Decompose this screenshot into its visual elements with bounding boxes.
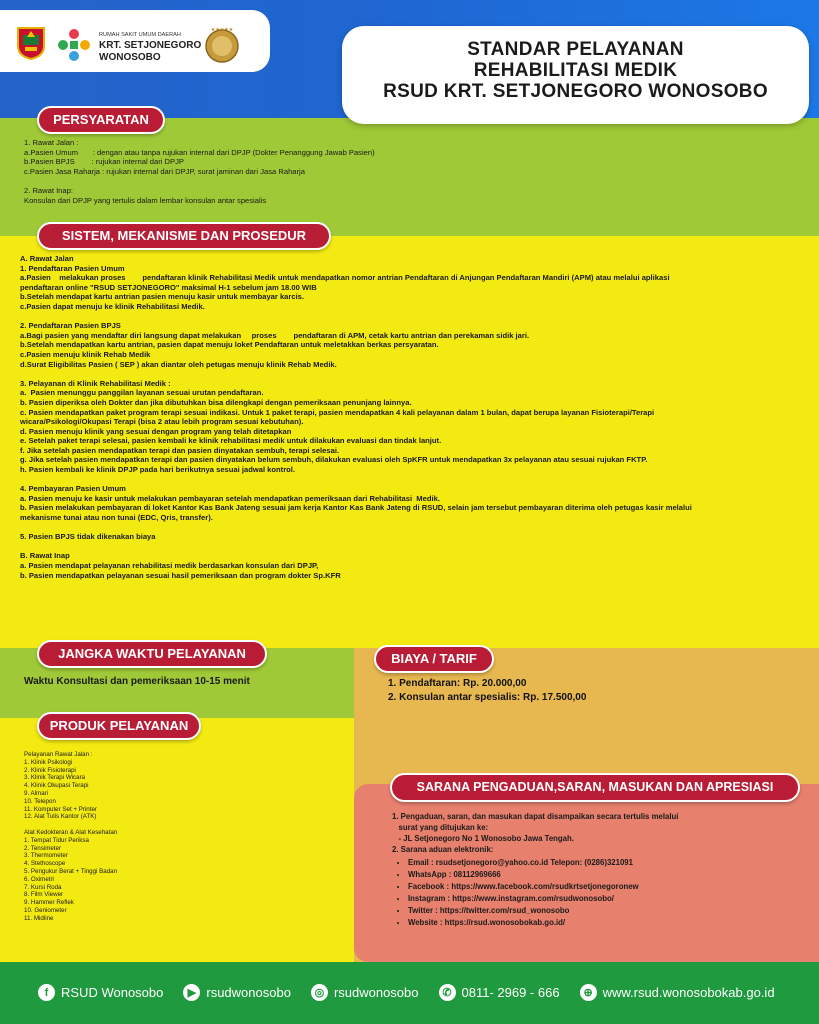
- sistem-line: 2. Pendaftaran Pasien BPJS: [20, 321, 121, 331]
- produk-body: [24, 751, 117, 923]
- sistem-line: 3. Pelayanan di Klinik Rehabilitasi Medik :: [20, 378, 171, 388]
- sistem-line: h. Pasien kembali ke klinik DPJP pada hari berikutnya sesuai jadwal kontrol.: [20, 465, 296, 475]
- sistem-line: a.Pasien melakukan proses pendaftaran klinik Rehabilitasi Medik untuk mendapatkan nomor antrian Pendaftaran di Anjungan Pendaftaran Mandiri (APM) atau melalui aplikasi: [20, 273, 670, 283]
- sarana-line: surat yang ditujukan ke:: [392, 823, 489, 832]
- sarana-bullet-item: • Website : https://rsud.wonosobokab.go.id/: [408, 917, 678, 929]
- sistem-line: b. Pasien mendapatkan pelayanan sesuai hasil pemeriksaan dan program dokter Sp.KFR: [20, 570, 341, 580]
- produk-line: 10. Telepon: [24, 797, 56, 805]
- sarana-bullet-list: [392, 857, 678, 929]
- sarana-body: [392, 811, 678, 929]
- persyaratan-line: 1. Rawat Jalan :: [24, 138, 79, 147]
- biaya-line-1: 1. Pendaftaran: Rp. 20.000,00: [388, 678, 527, 689]
- produk-line: 11. Komputer Set + Printer: [24, 805, 97, 813]
- sistem-line: c. Pasien mendapatkan paket program terapi sesuai indikasi. Untuk 1 paket terapi, pasien mendapatkan 4 kali pelayanan dalam 1 bulan, dapat berupa layanan Fisioterapi/Terapi: [20, 407, 655, 417]
- produk-heading: PRODUK PELAYANAN: [37, 712, 201, 740]
- persyaratan-line: b.Pasien BPJS : rujukan internal dari DPJP: [24, 157, 184, 167]
- produk-line: 4. Stethoscope: [24, 860, 66, 868]
- footer-item[interactable]: [183, 984, 291, 1001]
- persyaratan-line: [24, 176, 375, 186]
- sistem-line: [20, 312, 692, 322]
- produk-line: 11. Midline: [24, 914, 54, 922]
- sistem-line: 5. Pasien BPJS tidak dikenakan biaya: [20, 532, 156, 542]
- produk-line: 2. Tensimeter: [24, 844, 62, 852]
- regency-emblem-icon: [16, 26, 46, 60]
- footer-item[interactable]: [580, 984, 775, 1001]
- sistem-line: b. Pasien diperiksa oleh Dokter dan jika dibutuhkan bisa dilengkapi dengan pemeriksaan penunjang lainnya.: [20, 397, 412, 407]
- persyaratan-line: a.Pasien Umum : dengan atau tanpa rujukan internal dari DPJP (Dokter Penanggung Jawab Pasien): [24, 147, 375, 157]
- produk-line: 1. Tempat Tidur Periksa: [24, 836, 89, 844]
- sistem-heading: SISTEM, MEKANISME DAN PROSEDUR: [37, 222, 331, 250]
- logo-card: [0, 10, 270, 72]
- biaya-heading: BIAYA / TARIF: [374, 645, 494, 673]
- sistem-body: [20, 254, 692, 580]
- persyaratan-line: 2. Rawat Inap:: [24, 185, 73, 195]
- sistem-line: e. Setelah paket terapi selesai, pasien kembali ke klinik rehabilitasi medik untuk dilakukan evaluasi dan tindak lanjut.: [20, 436, 442, 446]
- sistem-line: pendaftaran online "RSUD SETJONEGORO" maksimal H-1 sebelum jam 18.00 WIB: [20, 282, 317, 292]
- accreditation-badge-icon: [203, 25, 241, 65]
- persyaratan-line: c.Pasien Jasa Raharja : rujukan internal dari DPJP, surat jaminan dari Jasa Raharja: [24, 166, 305, 176]
- sistem-line: A. Rawat Jalan: [20, 254, 74, 263]
- sistem-line: mekanisme tunai atau non tunai (EDC, Qris, transfer).: [20, 513, 213, 523]
- facebook-icon: f: [38, 984, 55, 1001]
- sistem-line: a. Pasien menuju ke kasir untuk melakukan pembayaran setelah mendapatkan pemeriksaan dari Rehabilitasi Medik.: [20, 493, 440, 503]
- footer-label: RSUD Wonosobo: [61, 985, 164, 1000]
- persyaratan-line: Konsulan dari DPJP yang tertulis dalam lembar konsulan antar spesialis: [24, 195, 267, 205]
- produk-line: 4. Klinik Okupasi Terapi: [24, 782, 89, 790]
- title-line-1: STANDAR PELAYANAN: [467, 39, 684, 60]
- sistem-line: 4. Pembayaran Pasien Umum: [20, 484, 126, 494]
- sistem-line: 1. Pendaftaran Pasien Umum: [20, 263, 125, 273]
- youtube-icon: ▶: [183, 984, 200, 1001]
- sistem-line: a.Bagi pasien yang mendaftar diri langsung dapat melakukan proses pendaftaran di APM, cetak kartu antrian dan perekaman sidik jari.: [20, 330, 530, 340]
- footer-contacts: [38, 984, 798, 1001]
- sarana-line: - JL Setjonegoro No 1 Wonosobo Jawa Tengah.: [392, 834, 574, 843]
- produk-line: 3. Klinik Terapi Wicara: [24, 774, 86, 782]
- footer-label: rsudwonosobo: [206, 985, 291, 1000]
- jangka-heading: JANGKA WAKTU PELAYANAN: [37, 640, 267, 668]
- sarana-bullet-item: • Facebook : https://www.facebook.com/rsudkrtsetjonegoronew: [408, 881, 678, 893]
- sistem-line: a. Pasien menunggu panggilan layanan sesuai urutan pendaftaran.: [20, 388, 264, 398]
- produk-line: 8. Film Viewer: [24, 891, 64, 899]
- sarana-line: 2. Sarana aduan elektronik:: [392, 845, 494, 854]
- hospital-logo-icon: [56, 27, 92, 63]
- hospital-name-line-1: KRT. SETJONEGORO: [99, 40, 202, 51]
- sistem-line: [20, 523, 692, 533]
- produk-line: [24, 821, 117, 829]
- produk-line: 9. Hammer Reflek: [24, 899, 74, 907]
- produk-line: 5. Pengukur Berat + Tinggi Badan: [24, 867, 118, 875]
- sistem-line: b.Setelah mendapatkan kartu antrian, pasien dapat menuju loket Pendaftaran untuk meletakkan berkas persyaratan.: [20, 340, 439, 350]
- sarana-heading: SARANA PENGADUAN,SARAN, MASUKAN DAN APRESIASI: [390, 773, 800, 802]
- sistem-line: [20, 369, 692, 379]
- sistem-line: d. Pasien menuju klinik yang sesuai dengan program yang telah ditetapkan: [20, 426, 292, 436]
- title-line-2: REHABILITASI MEDIK: [473, 60, 678, 81]
- svg-text:★★★★★: ★★★★★: [210, 27, 234, 33]
- persyaratan-heading: PERSYARATAN: [37, 106, 165, 134]
- sistem-line: wicara/Psikologi/Okupasi Terapi (bisa 2 atau lebih program sesuai kebutuhan).: [20, 417, 304, 427]
- sistem-line: b. Pasien melakukan pembayaran di loket Kantor Kas Bank Jateng sesuai jam kerja Kantor Kas Bank Jateng di RSUD, selain jam tersebut pembayaran diterima oleh petugas kasir melalui: [20, 503, 692, 513]
- sistem-line: [20, 542, 692, 552]
- produk-line: 10. Geniometer: [24, 906, 67, 914]
- produk-line: 12. Alat Tulis Kantor (ATK): [24, 813, 97, 821]
- sarana-bullet-item: • Email : rsudsetjonegoro@yahoo.co.id Telepon: (0286)321091: [408, 857, 678, 869]
- sistem-line: c.Pasien menuju klinik Rehab Medik: [20, 349, 151, 359]
- biaya-line-2: 2. Konsulan antar spesialis: Rp. 17.500,00: [388, 692, 587, 703]
- sistem-line: f. Jika setelah pasien mendapatkan terapi dan pasien dinyatakan sembuh, terapi selesai.: [20, 445, 340, 455]
- persyaratan-body: [24, 138, 375, 205]
- produk-line: 7. Kursi Roda: [24, 883, 62, 891]
- footer-item[interactable]: [439, 984, 560, 1001]
- sistem-line: d.Surat Eligibilitas Pasien ( SEP ) akan diantar oleh petugas menuju klinik Rehab Medik.: [20, 359, 337, 369]
- produk-line: 9. Almari: [24, 789, 49, 797]
- sistem-line: a. Pasien mendapat pelayanan rehabilitasi medik berdasarkan konsulan dari DPJP,: [20, 561, 319, 570]
- title-card: [342, 26, 809, 124]
- sistem-line: B. Rawat Inap: [20, 551, 70, 561]
- produk-line: 3. Thermometer: [24, 852, 68, 860]
- footer-item[interactable]: [311, 984, 419, 1001]
- globe-icon: ⊕: [580, 984, 597, 1001]
- produk-line: Alat Kedokteran & Alat Kesehatan: [24, 828, 118, 836]
- whatsapp-icon: ✆: [439, 984, 456, 1001]
- sistem-line: g. Jika setelah pasien mendapatkan terapi dan pasien dinyatakan belum sembuh, dilakukan evaluasi oleh SpKFR untuk mendapatkan 3x pelayanan atau sesuai rujukan FKTP.: [20, 455, 648, 465]
- produk-line: 1. Klinik Psikologi: [24, 758, 73, 766]
- title-line-3: RSUD KRT. SETJONEGORO WONOSOBO: [383, 81, 768, 102]
- hospital-small-label: RUMAH SAKIT UMUM DAERAH: [99, 32, 181, 38]
- sarana-bullet-item: • Instagram : https://www.instagram.com/rsudwonosobo/: [408, 893, 678, 905]
- instagram-icon: ◎: [311, 984, 328, 1001]
- produk-line: Pelayanan Rawat Jalan :: [24, 751, 93, 758]
- sarana-bullet-item: • WhatsApp : 08112969666: [408, 869, 678, 881]
- sistem-line: c.Pasien dapat menuju ke klinik Rehabilitasi Medik.: [20, 301, 205, 311]
- produk-line: 2. Klinik Fisioterapi: [24, 766, 76, 774]
- footer-label: www.rsud.wonosobokab.go.id: [602, 985, 775, 1000]
- sistem-line: [20, 475, 692, 485]
- produk-line: 6. Oximetri: [24, 875, 54, 883]
- sistem-line: b.Setelah mendapat kartu antrian pasien menuju kasir untuk membayar karcis.: [20, 292, 305, 302]
- hospital-name-line-2: WONOSOBO: [99, 52, 161, 63]
- jangka-text: Waktu Konsultasi dan pemeriksaan 10-15 menit: [24, 676, 250, 687]
- sarana-bullet-item: • Twitter : https://twitter.com/rsud_wonosobo: [408, 905, 678, 917]
- sarana-line: 1. Pengaduan, saran, dan masukan dapat disampaikan secara tertulis melalui: [392, 812, 679, 821]
- footer-label: rsudwonosobo: [333, 985, 419, 1000]
- footer-item[interactable]: [38, 984, 163, 1001]
- footer-label: 0811- 2969 - 666: [461, 985, 560, 1000]
